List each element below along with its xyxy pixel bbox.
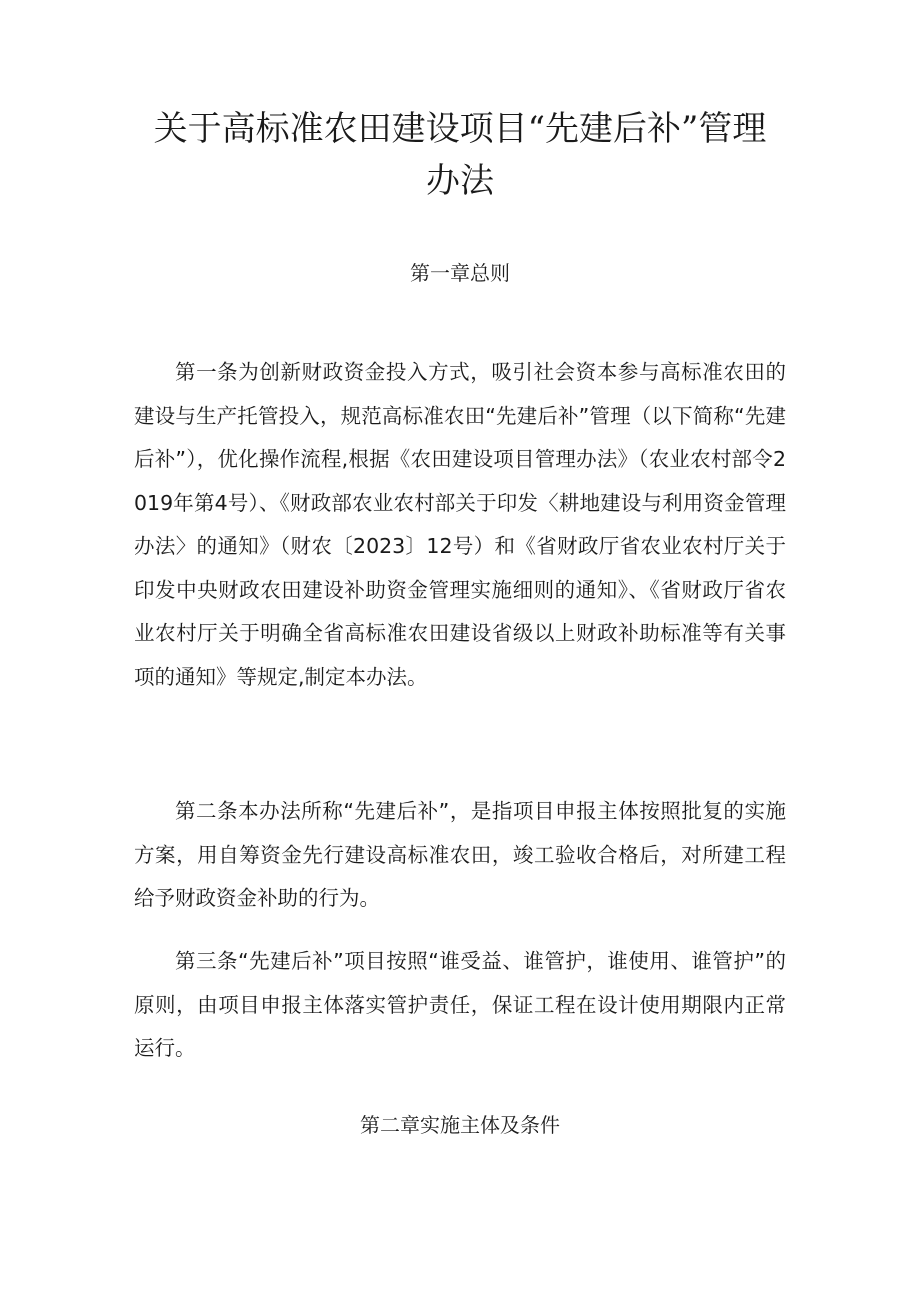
article-2: 第二条本办法所称“先建后补”，是指项目申报主体按照批复的实施方案，用自筹资金先行建设高标准农田，竣工验收合格后，对所建工程给予财政资金补助的行为。	[134, 799, 786, 910]
chapter-2-heading: 第二章实施主体及条件	[360, 1113, 560, 1137]
article-1: 第一条为创新财政资金投入方式，吸引社会资本参与高标准农田的建设与生产托管投入，规范高标准农田“先建后补”管理（以下简称“先建后补”），优化操作流程,根据《农田建设项目管理办法》（农业农村部令2019年第4号）、《财政部农业农村部关于印发〈耕地建设与利用资金管理办法〉的通知》（财农〔2023〕12号）和《省财政厅省农业农村厅关于印发中央财政农田建设补助资金管理实施细则的通知》、《省财政厅省农业农村厅关于明确全省高标准农田建设省级以上财政补助标准等有关事项的通知》等规定,制定本办法。	[134, 360, 786, 689]
chapter-1-heading: 第一章总则	[410, 261, 510, 285]
article-3: 第三条“先建后补”项目按照“谁受益、谁管护，谁使用、谁管护”的原则，由项目申报主体落实管护责任，保证工程在设计使用期限内正常运行。	[134, 949, 786, 1060]
document-title: 关于高标准农田建设项目“先建后补”管理办法	[153, 109, 767, 201]
